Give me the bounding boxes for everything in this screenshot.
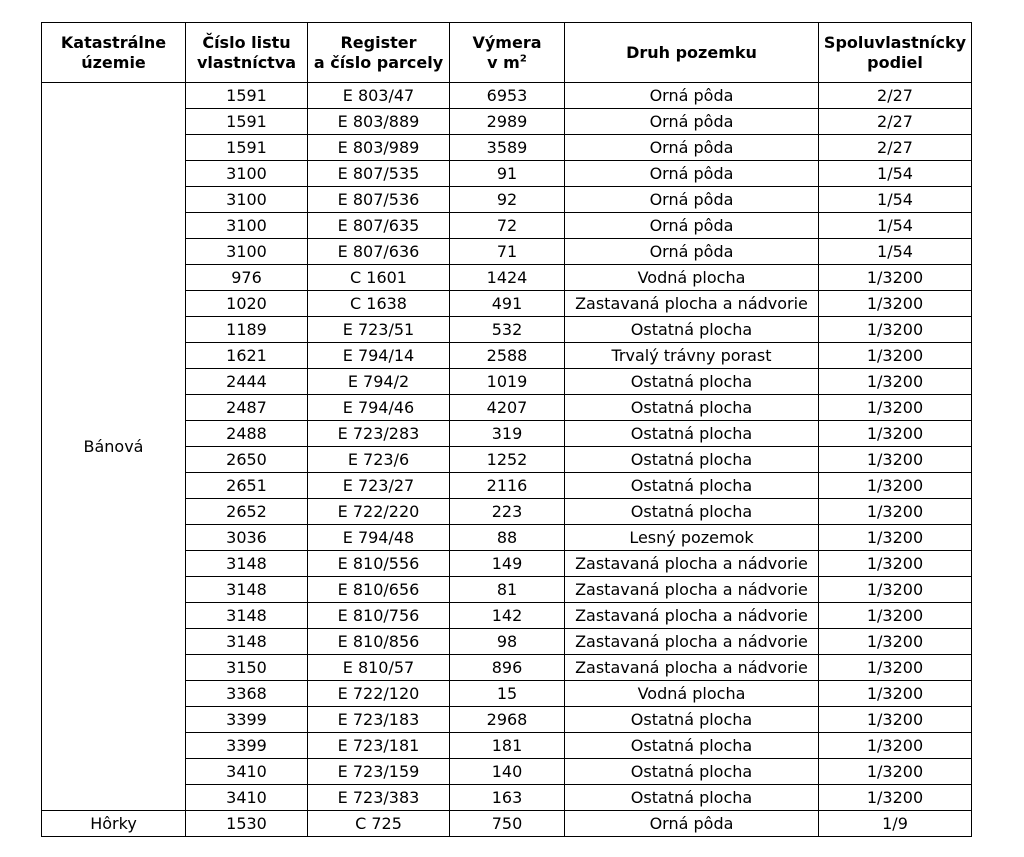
- cell-parcel-number: E 807/636: [308, 239, 450, 265]
- cell-share: 1/3200: [819, 447, 972, 473]
- cell-ownership-sheet: 3100: [186, 239, 308, 265]
- cell-parcel-number: E 803/889: [308, 109, 450, 135]
- cell-ownership-sheet: 2652: [186, 499, 308, 525]
- cell-share: 2/27: [819, 135, 972, 161]
- cell-ownership-sheet: 3148: [186, 629, 308, 655]
- cell-share: 1/3200: [819, 733, 972, 759]
- cell-area: 98: [450, 629, 565, 655]
- header-area-line2: v m: [487, 52, 520, 72]
- cell-ownership-sheet: 1189: [186, 317, 308, 343]
- cell-land-type: Zastavaná plocha a nádvorie: [565, 577, 819, 603]
- cell-share: 1/3200: [819, 291, 972, 317]
- cell-parcel-number: E 810/756: [308, 603, 450, 629]
- cell-ownership-sheet: 2650: [186, 447, 308, 473]
- cell-share: 1/3200: [819, 395, 972, 421]
- cell-share: 1/54: [819, 239, 972, 265]
- cell-area: 2116: [450, 473, 565, 499]
- cell-ownership-sheet: 2487: [186, 395, 308, 421]
- cell-parcel-number: E 794/2: [308, 369, 450, 395]
- table-row: [42, 811, 972, 837]
- table-header: [42, 23, 972, 83]
- cell-parcel-number: E 722/120: [308, 681, 450, 707]
- cell-ownership-sheet: 3036: [186, 525, 308, 551]
- cell-land-type: Vodná plocha: [565, 265, 819, 291]
- cell-parcel-number: E 807/535: [308, 161, 450, 187]
- cell-land-type: Ostatná plocha: [565, 759, 819, 785]
- cell-land-type: Orná pôda: [565, 109, 819, 135]
- cell-land-type: Vodná plocha: [565, 681, 819, 707]
- cell-share: 1/3200: [819, 707, 972, 733]
- cell-share: 1/3200: [819, 785, 972, 811]
- cell-land-type: Ostatná plocha: [565, 369, 819, 395]
- header-area: [450, 23, 565, 83]
- header-share-line1: Spoluvlastnícky: [823, 32, 967, 52]
- header-land-type: [565, 23, 819, 83]
- cell-share: 2/27: [819, 109, 972, 135]
- cell-land-type: Orná pôda: [565, 213, 819, 239]
- cell-parcel-number: E 794/14: [308, 343, 450, 369]
- header-ownership-sheet: [186, 23, 308, 83]
- cell-parcel-number: E 794/48: [308, 525, 450, 551]
- cell-land-type: Orná pôda: [565, 83, 819, 109]
- cell-parcel-number: E 807/635: [308, 213, 450, 239]
- cell-ownership-sheet: 976: [186, 265, 308, 291]
- cell-area: 88: [450, 525, 565, 551]
- cell-area: 491: [450, 291, 565, 317]
- cell-parcel-number: E 803/989: [308, 135, 450, 161]
- cell-parcel-number: E 723/383: [308, 785, 450, 811]
- cell-land-type: Orná pôda: [565, 135, 819, 161]
- cell-ownership-sheet: 3399: [186, 733, 308, 759]
- cell-ownership-sheet: 3368: [186, 681, 308, 707]
- cell-parcel-number: E 723/6: [308, 447, 450, 473]
- cell-parcel-number: E 810/656: [308, 577, 450, 603]
- header-area-line1: Výmera: [472, 32, 542, 52]
- cell-area: 2588: [450, 343, 565, 369]
- cell-area: 140: [450, 759, 565, 785]
- cell-share: 1/3200: [819, 343, 972, 369]
- cell-ownership-sheet: 3148: [186, 577, 308, 603]
- cell-share: 1/3200: [819, 499, 972, 525]
- cell-land-type: Ostatná plocha: [565, 395, 819, 421]
- cell-parcel-number: C 1601: [308, 265, 450, 291]
- cell-land-type: Ostatná plocha: [565, 785, 819, 811]
- cell-parcel-number: E 723/27: [308, 473, 450, 499]
- cell-parcel-number: E 810/556: [308, 551, 450, 577]
- header-land-type-label: Druh pozemku: [626, 42, 757, 62]
- header-share-line2: podiel: [867, 52, 923, 72]
- cell-share: 1/3200: [819, 317, 972, 343]
- cell-parcel-number: E 794/46: [308, 395, 450, 421]
- cell-ownership-sheet: 3100: [186, 187, 308, 213]
- cell-area: 71: [450, 239, 565, 265]
- header-row: [42, 23, 972, 83]
- header-cadastral-area: [42, 23, 186, 83]
- header-ownership-sheet-line2: vlastníctva: [196, 52, 297, 72]
- cell-parcel-number: C 725: [308, 811, 450, 837]
- cell-area: 3589: [450, 135, 565, 161]
- cell-area: 1424: [450, 265, 565, 291]
- cell-land-type: Ostatná plocha: [565, 707, 819, 733]
- cell-ownership-sheet: 3399: [186, 707, 308, 733]
- cell-ownership-sheet: 1591: [186, 135, 308, 161]
- cell-area: 532: [450, 317, 565, 343]
- cell-land-type: Ostatná plocha: [565, 499, 819, 525]
- cell-area: 4207: [450, 395, 565, 421]
- cell-ownership-sheet: 3148: [186, 603, 308, 629]
- header-register-line2: a číslo parcely: [313, 52, 444, 72]
- cell-parcel-number: E 723/181: [308, 733, 450, 759]
- cell-area: 72: [450, 213, 565, 239]
- cell-cadastral-area: Hôrky: [42, 811, 186, 837]
- cell-share: 1/3200: [819, 681, 972, 707]
- cell-land-type: Orná pôda: [565, 239, 819, 265]
- cell-share: 1/3200: [819, 369, 972, 395]
- cell-parcel-number: E 722/220: [308, 499, 450, 525]
- cell-share: 1/3200: [819, 629, 972, 655]
- cell-ownership-sheet: 3410: [186, 785, 308, 811]
- header-ownership-sheet-line1: Číslo listu: [202, 32, 291, 52]
- cell-ownership-sheet: 2651: [186, 473, 308, 499]
- cell-share: 2/27: [819, 83, 972, 109]
- header-share: [819, 23, 972, 83]
- header-area-superscript: 2: [519, 53, 527, 65]
- cell-land-type: Ostatná plocha: [565, 317, 819, 343]
- cell-parcel-number: E 810/57: [308, 655, 450, 681]
- table-body: [42, 83, 972, 837]
- cell-area: 2989: [450, 109, 565, 135]
- cell-land-type: Ostatná plocha: [565, 473, 819, 499]
- cell-land-type: Zastavaná plocha a nádvorie: [565, 603, 819, 629]
- cell-parcel-number: C 1638: [308, 291, 450, 317]
- cell-share: 1/3200: [819, 577, 972, 603]
- cell-area: 15: [450, 681, 565, 707]
- cell-land-type: Zastavaná plocha a nádvorie: [565, 629, 819, 655]
- cell-ownership-sheet: 3410: [186, 759, 308, 785]
- cell-share: 1/3200: [819, 473, 972, 499]
- cell-area: 181: [450, 733, 565, 759]
- cell-cadastral-area: Bánová: [42, 83, 186, 811]
- cell-area: 750: [450, 811, 565, 837]
- cell-share: 1/54: [819, 213, 972, 239]
- cell-area: 1019: [450, 369, 565, 395]
- cell-land-type: Ostatná plocha: [565, 447, 819, 473]
- cell-parcel-number: E 723/159: [308, 759, 450, 785]
- cell-parcel-number: E 803/47: [308, 83, 450, 109]
- cell-land-type: Orná pôda: [565, 161, 819, 187]
- cell-land-type: Lesný pozemok: [565, 525, 819, 551]
- cell-share: 1/54: [819, 161, 972, 187]
- cell-ownership-sheet: 1591: [186, 83, 308, 109]
- cell-land-type: Orná pôda: [565, 811, 819, 837]
- cell-land-type: Zastavaná plocha a nádvorie: [565, 291, 819, 317]
- cell-area: 223: [450, 499, 565, 525]
- cell-ownership-sheet: 1621: [186, 343, 308, 369]
- cell-land-type: Orná pôda: [565, 187, 819, 213]
- cell-share: 1/9: [819, 811, 972, 837]
- cell-ownership-sheet: 2444: [186, 369, 308, 395]
- cell-land-type: Zastavaná plocha a nádvorie: [565, 655, 819, 681]
- cell-parcel-number: E 723/283: [308, 421, 450, 447]
- cell-area: 92: [450, 187, 565, 213]
- cell-area: 896: [450, 655, 565, 681]
- cell-ownership-sheet: 1591: [186, 109, 308, 135]
- cell-parcel-number: E 810/856: [308, 629, 450, 655]
- cell-area: 163: [450, 785, 565, 811]
- cell-land-type: Ostatná plocha: [565, 733, 819, 759]
- cell-land-type: Trvalý trávny porast: [565, 343, 819, 369]
- cell-ownership-sheet: 3100: [186, 161, 308, 187]
- header-register: [308, 23, 450, 83]
- cell-area: 91: [450, 161, 565, 187]
- cell-area: 149: [450, 551, 565, 577]
- cell-ownership-sheet: 1020: [186, 291, 308, 317]
- cell-area: 319: [450, 421, 565, 447]
- cell-ownership-sheet: 3150: [186, 655, 308, 681]
- cell-share: 1/3200: [819, 551, 972, 577]
- cell-area: 81: [450, 577, 565, 603]
- cell-ownership-sheet: 2488: [186, 421, 308, 447]
- cell-area: 1252: [450, 447, 565, 473]
- cell-share: 1/3200: [819, 525, 972, 551]
- cell-ownership-sheet: 3148: [186, 551, 308, 577]
- header-cadastral-area-line2: územie: [81, 52, 146, 72]
- cell-ownership-sheet: 1530: [186, 811, 308, 837]
- cell-share: 1/3200: [819, 603, 972, 629]
- cell-share: 1/3200: [819, 265, 972, 291]
- cell-share: 1/3200: [819, 759, 972, 785]
- cell-area: 6953: [450, 83, 565, 109]
- cell-share: 1/54: [819, 187, 972, 213]
- cell-land-type: Ostatná plocha: [565, 421, 819, 447]
- cell-share: 1/3200: [819, 655, 972, 681]
- header-cadastral-area-line1: Katastrálne: [60, 32, 167, 52]
- cell-land-type: Zastavaná plocha a nádvorie: [565, 551, 819, 577]
- cell-parcel-number: E 807/536: [308, 187, 450, 213]
- header-register-line1: Register: [340, 32, 417, 52]
- cell-area: 142: [450, 603, 565, 629]
- cell-share: 1/3200: [819, 421, 972, 447]
- cell-parcel-number: E 723/51: [308, 317, 450, 343]
- land-parcel-table: [41, 22, 972, 837]
- table-row: [42, 83, 972, 109]
- cell-area: 2968: [450, 707, 565, 733]
- cell-parcel-number: E 723/183: [308, 707, 450, 733]
- cell-ownership-sheet: 3100: [186, 213, 308, 239]
